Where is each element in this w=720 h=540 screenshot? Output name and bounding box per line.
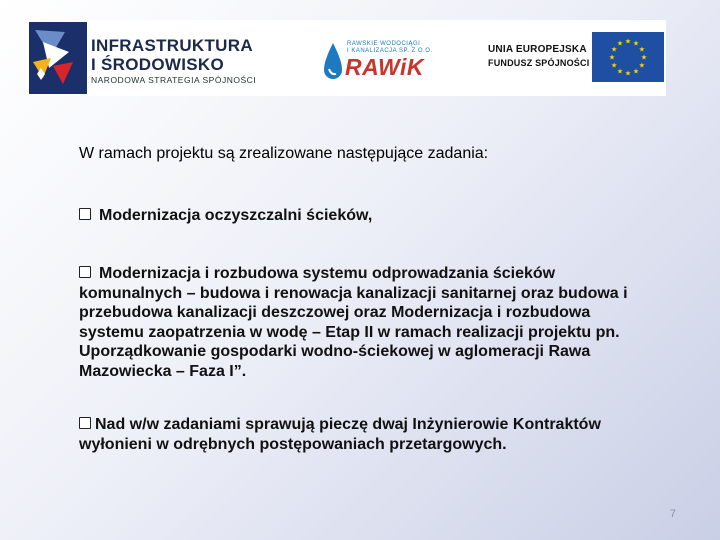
water-drop-icon [323, 41, 343, 83]
eu-star-icon: ★ [611, 46, 618, 54]
eu-star-icon: ★ [608, 54, 616, 62]
checkbox-bullet-icon [79, 266, 91, 278]
eu-star-icon: ★ [632, 40, 640, 48]
eu-star-icon: ★ [638, 62, 645, 70]
list-item-text: Nad w/w zadaniami sprawują pieczę dwaj Inżynierowie Kontraktów wyłonieni w odrębnych postępowaniach przetargowych. [79, 416, 601, 453]
infrastruktura-logo-text [91, 36, 256, 86]
ue-logo-text [488, 44, 589, 68]
checkbox-bullet-icon [79, 417, 91, 429]
eu-star-icon: ★ [616, 40, 624, 48]
eu-star-icon: ★ [624, 70, 632, 78]
infrastruktura-emblem-icon [29, 22, 87, 94]
rawik-subtitle-1: RAWSKIE WODOCIĄGI [347, 41, 421, 47]
ue-line-2: FUNDUSZ SPÓJNOŚCI [488, 58, 590, 68]
list-item-text: Modernizacja i rozbudowa systemu odprowadzania ścieków komunalnych – budowa i renowacja kanalizacji sanitarnej oraz budowa i przebudowa kanalizacji deszczowej oraz Modernizacja i rozbudowa systemu zaopatrzenia w wodę – Etap II w ramach realizacji projektu pn. Uporządkowanie gospodarki wodno-ściekowej w aglomeracji Rawa Mazowiecka – Faza I”. [79, 265, 628, 380]
eu-star-icon: ★ [616, 68, 624, 76]
checkbox-bullet-icon [79, 208, 91, 220]
rawik-wordmark: RAWiK [345, 54, 424, 80]
rawik-subtitle-2: I KANALIZACJA SP. Z O.O. [347, 48, 433, 54]
list-item [79, 264, 644, 382]
eu-star-icon: ★ [640, 54, 648, 62]
list-item [79, 415, 644, 454]
eu-star-icon: ★ [624, 38, 632, 46]
page-number: 7 [669, 508, 676, 520]
rawik-logo [323, 39, 433, 87]
logo-line-1: INFRASTRUKTURA [91, 36, 253, 55]
eu-star-icon: ★ [611, 62, 618, 70]
intro-text: W ramach projektu są zrealizowane następujące zadania: [79, 145, 489, 162]
logo-line-2: I ŚRODOWISKO [91, 55, 224, 74]
logo-bar [25, 20, 666, 96]
list-item [79, 206, 644, 226]
eu-star-icon: ★ [638, 46, 645, 54]
logo-line-3: NARODOWA STRATEGIA SPÓJNOŚCI [91, 75, 257, 85]
eu-flag-icon [592, 32, 664, 82]
ue-line-1: UNIA EUROPEJSKA [488, 44, 587, 55]
eu-star-icon: ★ [632, 68, 640, 76]
list-item-text: Modernizacja oczyszczalni ścieków, [99, 207, 373, 224]
